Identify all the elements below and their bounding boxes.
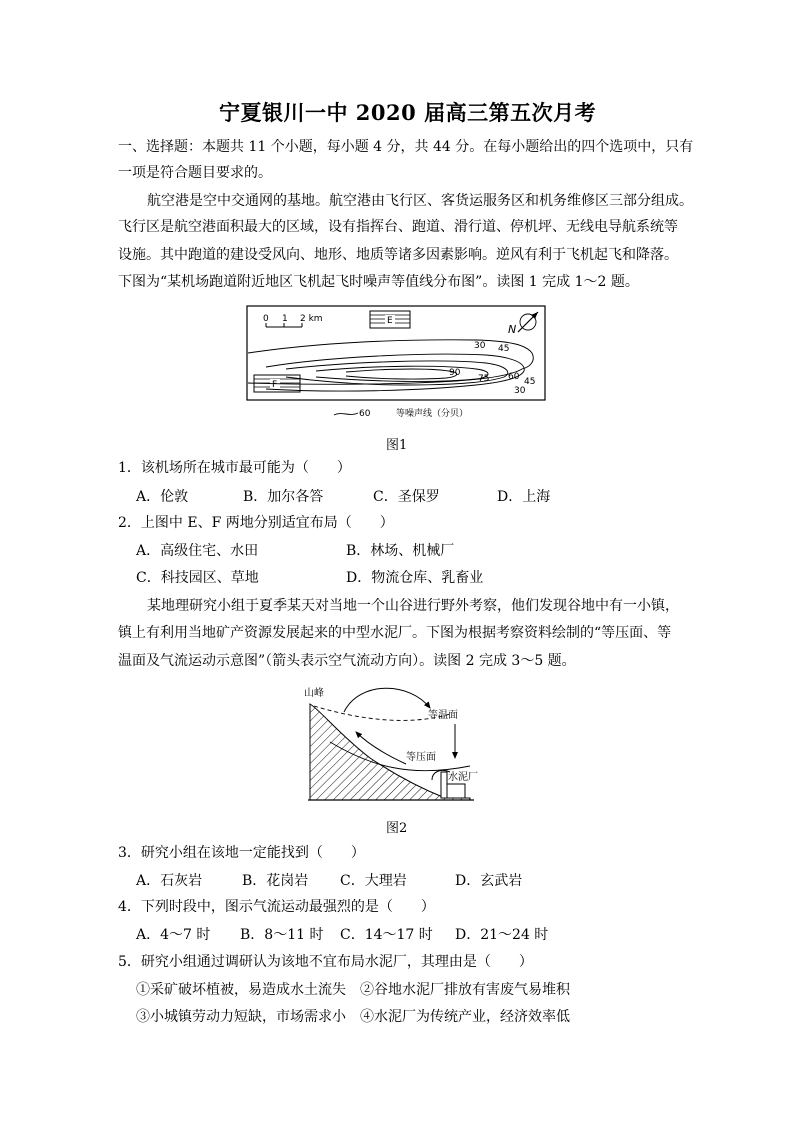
question-2-option-b: B．林场、机械厂 <box>346 543 455 559</box>
question-3-option-b: B．花岗岩 <box>242 873 309 889</box>
contour-label-30-top: 30 <box>474 341 486 351</box>
contour-label-75: 75 <box>478 374 490 384</box>
label-isotherm: 等温面 <box>428 710 458 721</box>
section-instruction-line-2: 一项是符合题目要求的。 <box>118 165 272 181</box>
question-3-stem: 3．研究小组在该地一定能找到（ ） <box>118 845 365 861</box>
passage1-line-4: 下图为“某机场跑道附近地区飞机起飞时噪声等值线分布图”。读图 1 完成 1～2 题。 <box>118 274 639 290</box>
question-1-option-b: B．加尔各答 <box>243 489 324 505</box>
scale-label-2: 2 km <box>300 314 323 324</box>
scale-label-0: 0 <box>263 314 269 324</box>
question-4-option-a: A．4～7 时 <box>136 927 211 943</box>
page-title: 宁夏银川一中 2020 届高三第五次月考 <box>219 100 597 125</box>
box-f-label: F <box>272 380 278 390</box>
passage2-line-1: 某地理研究小组于夏季某天对当地一个山谷进行野外考察，他们发现谷地中有一小镇， <box>147 598 679 614</box>
question-1-option-c: C．圣保罗 <box>373 489 440 505</box>
scale-label-1: 1 <box>282 314 288 324</box>
legend-line <box>334 413 358 415</box>
label-isobar: 等压面 <box>406 752 436 763</box>
question-1-option-a: A．伦敦 <box>136 489 189 505</box>
figure2-caption: 图2 <box>386 821 408 836</box>
contour-label-45-bottom: 45 <box>524 377 536 387</box>
label-peak: 山峰 <box>304 688 324 699</box>
question-5-item-2: ②谷地水泥厂排放有害废气易堆积 <box>360 982 570 998</box>
passage1-line-1: 航空港是空中交通网的基地。航空港由飞行区、客货运服务区和机务维修区三部分组成。 <box>147 193 693 209</box>
question-5-item-4: ④水泥厂为传统产业，经济效率低 <box>360 1009 570 1025</box>
box-e <box>370 311 410 328</box>
north-label: N <box>508 323 517 336</box>
contour-label-30-bottom: 30 <box>514 386 526 396</box>
question-4-option-d: D．21～24 时 <box>455 927 549 943</box>
question-2-stem: 2．上图中 E、F 两地分别适宜布局（ ） <box>118 515 394 531</box>
question-3-option-d: D．玄武岩 <box>455 873 523 889</box>
question-5-item-3: ③小城镇劳动力短缺，市场需求小 <box>136 1009 346 1025</box>
question-5-stem: 5．研究小组通过调研认为该地不宜布局水泥厂，其理由是（ ） <box>118 954 533 970</box>
question-2-option-c: C．科技园区、草地 <box>136 570 259 586</box>
legend-text: 等噪声线（分贝） <box>396 409 469 419</box>
passage1-line-3: 设施。其中跑道的建设受风向、地形、地质等诸多因素影响。逆风有利于飞机起飞和降落。 <box>118 247 678 263</box>
legend-value: 60 <box>359 409 371 419</box>
question-1-stem: 1．该机场所在城市最可能为（ ） <box>118 460 351 476</box>
contour-label-60: 60 <box>508 372 520 382</box>
label-cement-factory: 水泥厂 <box>448 772 478 783</box>
passage2-line-3: 温面及气流运动示意图”（箭头表示空气流动方向）。读图 2 完成 3～5 题。 <box>118 653 576 669</box>
section-instruction-line-1: 一、选择题：本题共 11 个小题，每小题 4 分，共 44 分。在每小题给出的四个选项中，只有 <box>118 139 694 155</box>
question-2-option-a: A．高级住宅、水田 <box>136 543 259 559</box>
question-3-option-c: C．大理岩 <box>340 873 407 889</box>
contour-label-45-top: 45 <box>498 344 510 354</box>
figure1-noise-map <box>246 305 548 425</box>
passage2-line-2: 镇上有利用当地矿产资源发展起来的中型水泥厂。下图为根据考察资料绘制的“等压面、等 <box>118 625 672 641</box>
figure2-valley-diagram <box>300 680 500 805</box>
question-4-stem: 4．下列时段中，图示气流运动最强烈的是（ ） <box>118 899 435 915</box>
question-5-item-1: ①采矿破坏植被，易造成水土流失 <box>136 982 346 998</box>
passage1-line-2: 飞行区是航空港面积最大的区域，设有指挥台、跑道、滑行道、停机坪、无线电导航系统等 <box>118 219 678 235</box>
figure1-caption: 图1 <box>386 438 408 453</box>
upper-arrow <box>344 688 430 712</box>
question-2-option-d: D．物流仓库、乳畜业 <box>346 570 484 586</box>
question-3-option-a: A．石灰岩 <box>136 873 203 889</box>
box-e-label: E <box>387 316 393 326</box>
question-4-option-b: B．8～11 时 <box>240 927 324 943</box>
question-4-option-c: C．14～17 时 <box>340 927 433 943</box>
contour-label-90: 90 <box>449 368 461 378</box>
question-1-option-d: D．上海 <box>497 489 551 505</box>
